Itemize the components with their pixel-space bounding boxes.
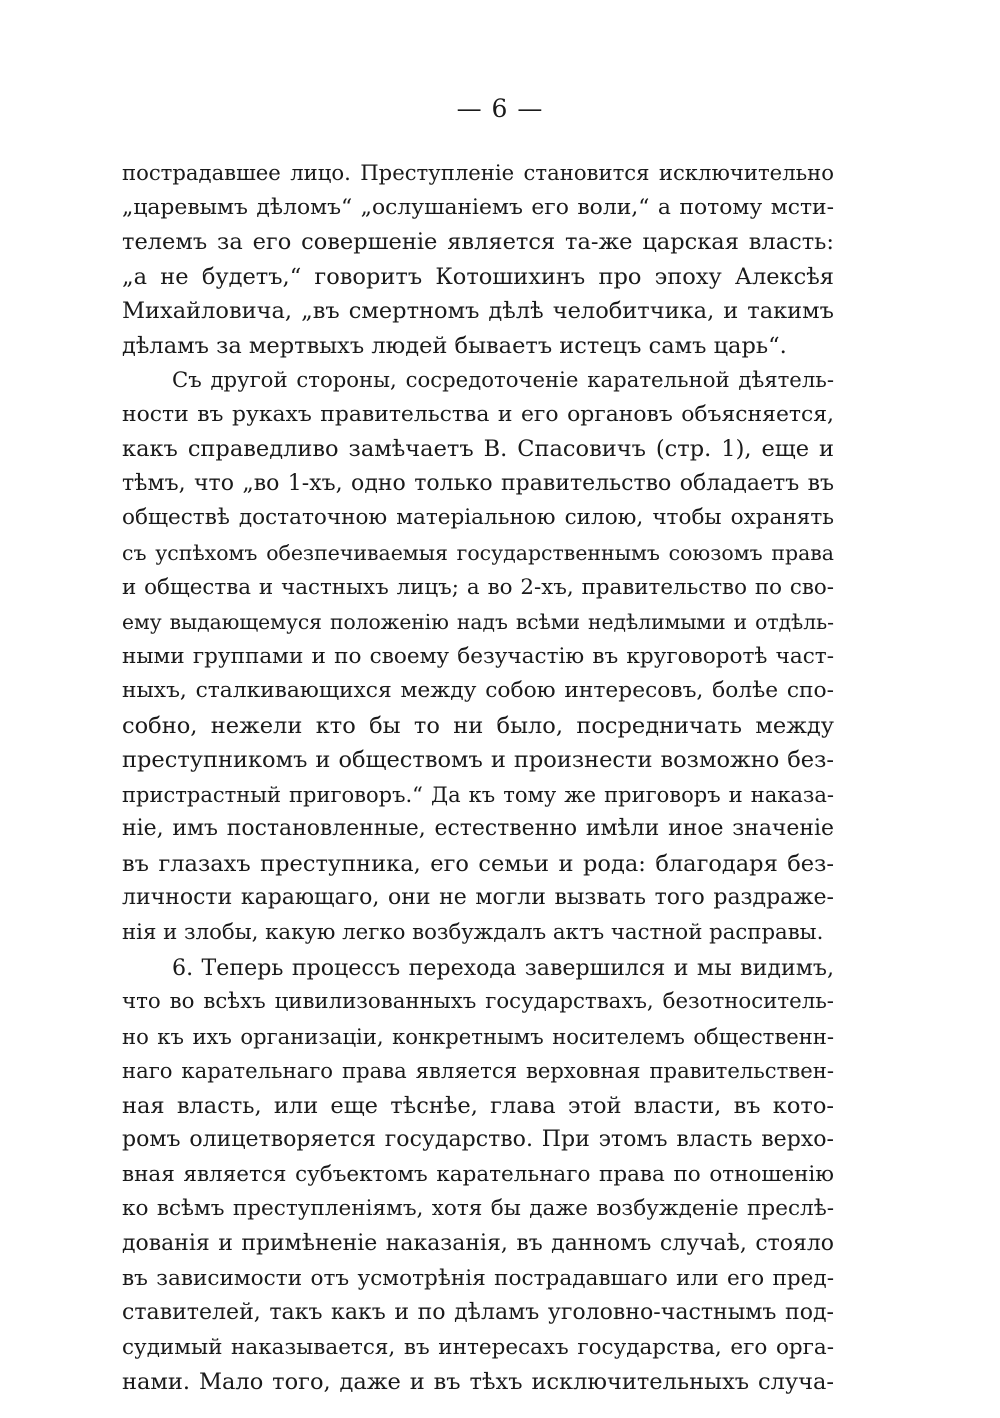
page-number: — 6 — xyxy=(456,94,544,123)
text-line: „а не будетъ,“ говоритъ Котошихинъ про эпоху Алексѣя xyxy=(122,263,834,290)
text-line: собно, нежели кто бы то ни было, посредничать между xyxy=(122,712,834,739)
text-line: пристрастный приговоръ.“ Да къ тому же приговоръ и наказа- xyxy=(122,781,834,807)
text-line: и общества и частныхъ лицъ; а во 2-хъ, правительство по сво- xyxy=(122,574,834,600)
text-line: пострадавшее лицо. Преступленіе становится исключительно xyxy=(122,160,834,185)
text-line: ромъ олицетворяется государство. При этомъ власть верхо- xyxy=(122,1127,834,1153)
text-line: ко всѣмъ преступленіямъ, хотя бы даже возбужденіе преслѣ- xyxy=(122,1196,834,1222)
paragraph-1 xyxy=(122,156,834,363)
text-line: но къ ихъ организаціи, конкретнымъ носителемъ общественн- xyxy=(122,1023,834,1049)
text-line: ности въ рукахъ правительства и его органовъ объясняется, xyxy=(122,401,834,427)
text-line: что во всѣхъ цивилизованныхъ государствахъ, безотноситель- xyxy=(122,989,834,1015)
paragraph-2 xyxy=(122,363,834,950)
text-line: ныхъ, сталкивающихся между собою интересовъ, болѣе спо- xyxy=(122,678,834,704)
text-line: Михайловича, „въ смертномъ дѣлѣ челобитчика, и такимъ xyxy=(122,298,834,325)
text-line: въ глазахъ преступника, его семьи и рода: благодаря без- xyxy=(122,850,834,877)
text-line: ставителей, такъ какъ и по дѣламъ уголовно-частнымъ под- xyxy=(122,1300,834,1326)
text-line: телемъ за его совершеніе является та-же царская власть: xyxy=(122,229,834,256)
text-line: обществѣ достаточною матеріальною силою, чтобы охранять xyxy=(122,505,834,531)
text-line: „царевымъ дѣломъ“ „ослушаніемъ его воли,“ а потому мсти- xyxy=(122,194,834,220)
text-line: Съ другой стороны, сосредоточеніе карательной дѣятель- xyxy=(172,367,834,393)
text-line: ніе, имъ постановленные, естественно имѣли иное значеніе xyxy=(122,816,834,842)
text-line: ная власть, или еще тѣснѣе, глава этой власти, въ кото- xyxy=(122,1092,834,1119)
text-line: нами. Мало того, даже и въ тѣхъ исключительныхъ случа- xyxy=(122,1369,834,1396)
text-line: дѣламъ за мертвыхъ людей бываетъ истецъ самъ царь“. xyxy=(122,332,787,359)
text-line: дованія и примѣненіе наказанія, въ данномъ случаѣ, стояло xyxy=(122,1230,834,1256)
text-line: тѣмъ, что „во 1-хъ, одно только правительство обладаетъ въ xyxy=(122,470,834,496)
text-line: нія и злобы, какую легко возбуждалъ актъ частной расправы. xyxy=(122,920,824,946)
text-line: съ успѣхомъ обезпечиваемыя государственнымъ союзомъ права xyxy=(122,541,834,566)
text-line: судимый наказывается, въ интересахъ государства, его орга- xyxy=(122,1334,834,1360)
text-line: наго карательнаго права является верховная правительствен- xyxy=(122,1058,834,1084)
body-text xyxy=(122,156,834,1400)
paragraph-3 xyxy=(122,951,834,1400)
text-line: преступникомъ и обществомъ и произнести возможно без- xyxy=(122,747,834,774)
text-line: ему выдающемуся положенію надъ всѣми недѣлимыми и отдѣль- xyxy=(122,610,834,635)
text-line: 6. Теперь процессъ перехода завершился и мы видимъ, xyxy=(172,954,834,981)
text-line: личности карающаго, они не могли вызвать того раздраже- xyxy=(122,885,834,911)
text-line: какъ справедливо замѣчаетъ В. Спасовичъ (стр. 1), еще и xyxy=(122,436,834,463)
text-line: въ зависимости отъ усмотрѣнія пострадавшаго или его пред- xyxy=(122,1265,834,1291)
text-line: вная является субъектомъ карательнаго права по отношенію xyxy=(122,1161,834,1187)
text-line: ными группами и по своему безучастію въ круговоротѣ част- xyxy=(122,643,834,669)
